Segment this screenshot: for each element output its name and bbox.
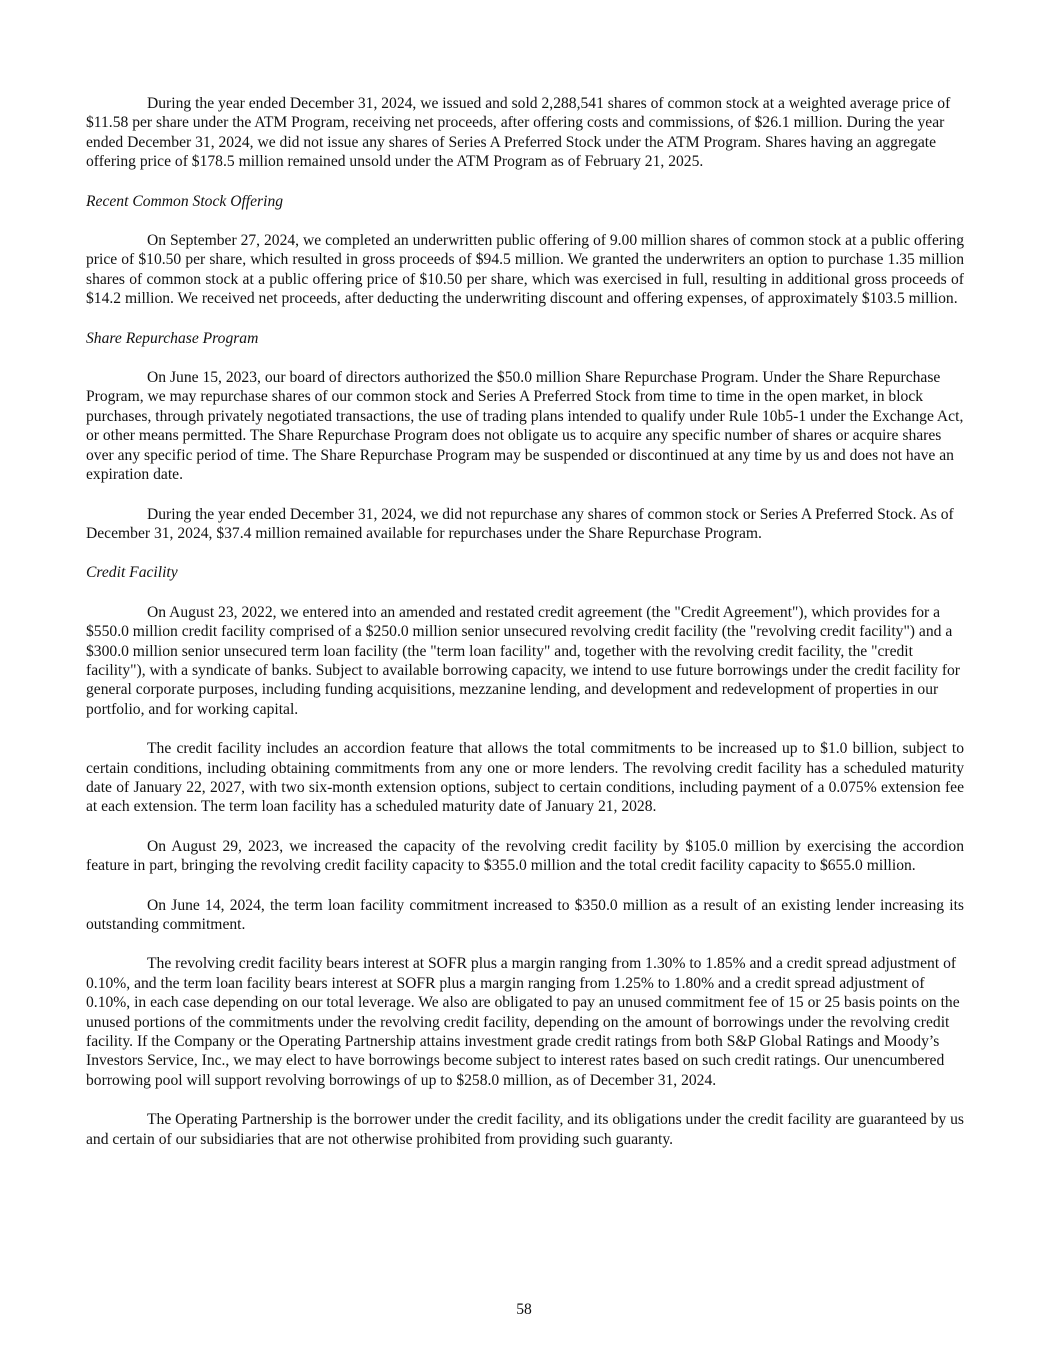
- document-page: [86, 94, 964, 1169]
- term-loan-commitment-paragraph: On June 14, 2024, the term loan facility commitment increased to $350.0 million as a result of an existing lender increasing its outstanding commitment.: [86, 896, 964, 933]
- page-number: 58: [516, 1301, 532, 1318]
- credit-agreement-paragraph: On August 23, 2022, we entered into an amended and restated credit agreement (the "Credit Agreement"), which provides for a $550.0 million credit facility comprised of a $250.0 million senior unsecured revolving credit facility (the "revolving credit facility") and a $300.0 million senior unsecured term loan facility (the "term loan facility" and, together with the revolving credit facility, the "credit facility"), with a syndicate of banks. Subject to available borrowing capacity, we intend to use future borrowings under the credit facility for general corporate purposes, including funding acquisitions, mezzanine lending, and development and redevelopment of properties in our portfolio, and for working capital.: [86, 603, 960, 718]
- share-repurchase-program-heading: Share Repurchase Program: [86, 329, 259, 347]
- recent-common-stock-offering-heading: Recent Common Stock Offering: [86, 192, 284, 210]
- borrower-guaranty-paragraph: The Operating Partnership is the borrower under the credit facility, and its obligations under the credit facility are guaranteed by us and certain of our subsidiaries that are not otherwise prohibited from providing such guaranty.: [86, 1111, 964, 1148]
- interest-rate-paragraph: The revolving credit facility bears interest at SOFR plus a margin ranging from 1.30% to 1.85% and a credit spread adjustment of 0.10%, and the term loan facility bears interest at SOFR plus a margin ranging from 1.25% to 1.80% and a credit spread adjustment of 0.10%, in each case depending on our total leverage. We also are obligated to pay an unused commitment fee of 15 or 25 basis points on the unused portions of the commitments under the revolving credit facility, depending on the amount of borrowings under the revolving credit facility. If the Company or the Operating Partnership attains investment grade credit ratings from both S&P Global Ratings and Moody’s Investors Service, Inc., we may elect to have borrowings become subject to interest rates based on such credit ratings. Our unencumbered borrowing pool will support revolving borrowings of up to $258.0 million, as of December 31, 2024.: [86, 955, 960, 1089]
- accordion-feature-paragraph: The credit facility includes an accordion feature that allows the total commitments to be increased up to $1.0 billion, subject to certain conditions, including obtaining commitments from any one or more lenders. The revolving credit facility has a scheduled maturity date of January 22, 2027, with two six-month extension options, subject to certain conditions, including payment of a 0.075% extension fee at each extension. The term loan facility has a scheduled maturity date of January 21, 2028.: [86, 740, 964, 816]
- share-repurchase-authorization-paragraph: On June 15, 2023, our board of directors authorized the $50.0 million Share Repurchase Program. Under the Share Repurchase Program, we may repurchase shares of our common stock and Series A Preferred Stock from time to time in the open market, in block purchases, through privately negotiated transactions, the use of trading plans intended to qualify under Rule 10b5-1 under the Exchange Act, or other means permitted. The Share Repurchase Program does not obligate us to acquire any specific number of shares or acquire shares over any specific period of time. The Share Repurchase Program may be suspended or discontinued at any time by us and does not have an expiration date.: [86, 369, 964, 484]
- atm-program-paragraph: During the year ended December 31, 2024, we issued and sold 2,288,541 shares of common stock at a weighted average price of $11.58 per share under the ATM Program, receiving net proceeds, after offering costs and commissions, of $26.1 million. During the year ended December 31, 2024, we did not issue any shares of Series A Preferred Stock under the ATM Program. Shares having an aggregate offering price of $178.5 million remained unsold under the ATM Program as of February 21, 2025.: [86, 95, 951, 171]
- common-stock-offering-paragraph: On September 27, 2024, we completed an underwritten public offering of 9.00 million shares of common stock at a public offering price of $10.50 per share, which resulted in gross proceeds of $94.5 million. We granted the underwriters an option to purchase 1.35 million shares of common stock at a public offering price of $10.50 per share, which was exercised in full, resulting in additional gross proceeds of $14.2 million. We received net proceeds, after deducting the underwriting discount and offering expenses, of approximately $103.5 million.: [86, 232, 964, 308]
- share-repurchase-activity-paragraph: During the year ended December 31, 2024, we did not repurchase any shares of common stock or Series A Preferred Stock. As of December 31, 2024, $37.4 million remained available for repurchases under the Share Repurchase Program.: [86, 505, 954, 542]
- capacity-increase-paragraph: On August 29, 2023, we increased the capacity of the revolving credit facility by $105.0 million by exercising the accordion feature in part, bringing the revolving credit facility capacity to $355.0 million and the total credit facility capacity to $655.0 million.: [86, 837, 964, 875]
- credit-facility-heading: Credit Facility: [86, 564, 178, 582]
